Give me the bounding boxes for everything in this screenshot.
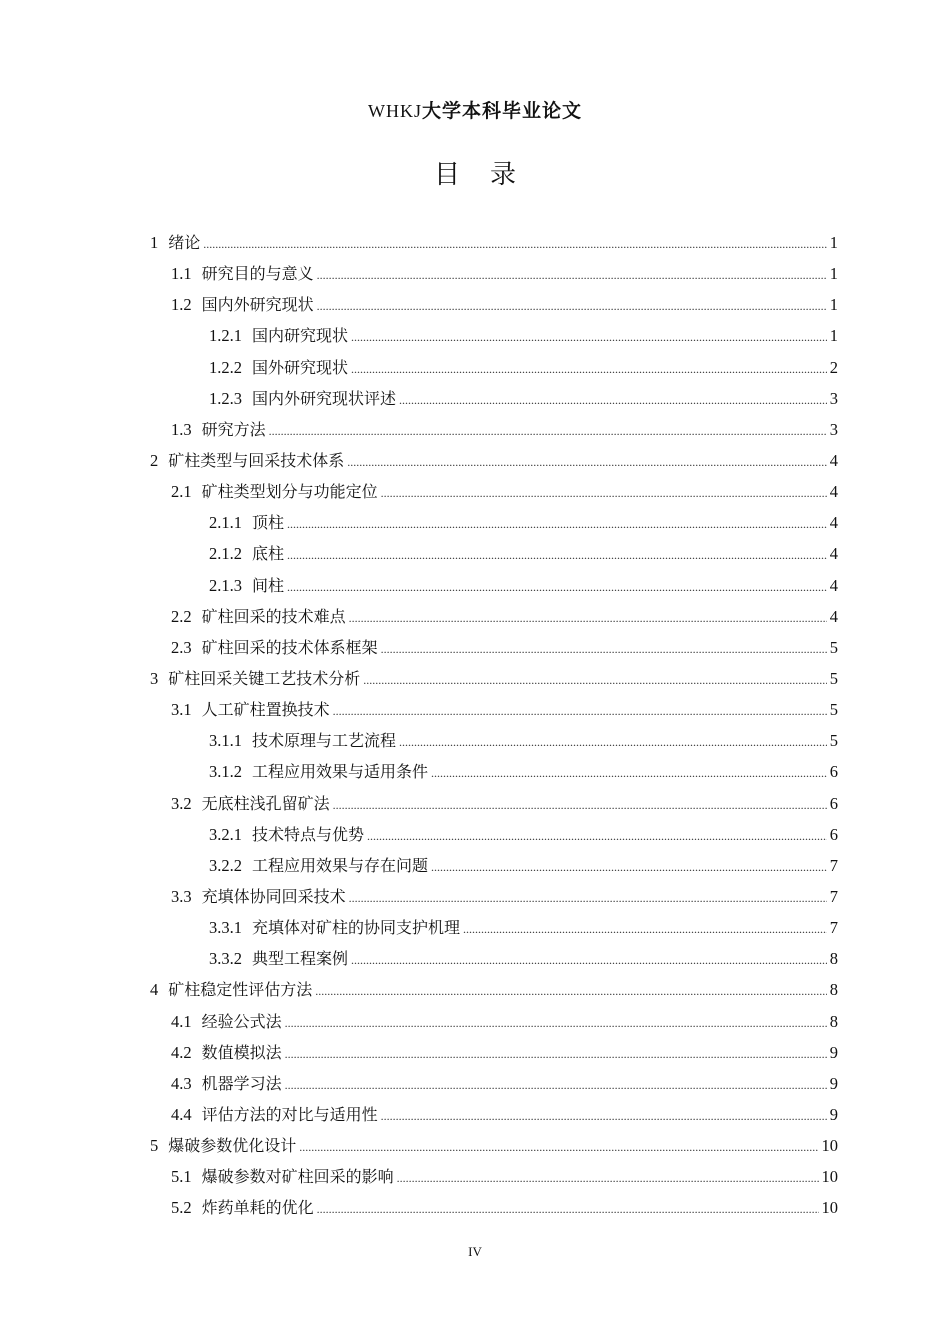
toc-entry[interactable]: [150, 663, 838, 694]
toc-entry-page: 7: [829, 886, 838, 906]
toc-entry-title: 间柱: [252, 575, 285, 595]
toc-entry-number: 3.3.2: [209, 949, 242, 969]
toc-entry-title: 研究方法: [201, 419, 266, 439]
toc-entry-title: 工程应用效果与存在问题: [252, 855, 429, 875]
toc-entry-page: 3: [829, 419, 838, 439]
toc-entry[interactable]: [150, 227, 838, 258]
toc-entry-number: 3.2.2: [209, 855, 242, 875]
toc-entry-page: 1: [829, 326, 838, 346]
toc-entry[interactable]: [150, 881, 838, 912]
toc-entry[interactable]: [150, 694, 838, 725]
toc-dot-leader: [315, 976, 826, 1007]
toc-dot-leader: [363, 665, 826, 696]
toc-entry-page: 8: [829, 980, 838, 1000]
toc-entry[interactable]: [150, 632, 838, 663]
header-latin: WHKJ: [367, 101, 422, 121]
toc-dot-leader: [399, 385, 827, 416]
toc-dot-leader: [287, 540, 827, 571]
toc-entry-page: 2: [829, 357, 838, 377]
toc-entry[interactable]: [150, 819, 838, 850]
toc-entry-page: 4: [829, 450, 838, 470]
toc-entry-number: 5.2: [171, 1198, 192, 1218]
toc-entry-title: 国内外研究现状: [201, 295, 314, 315]
toc-entry-title: 炸药单耗的优化: [201, 1198, 314, 1218]
toc-entry-title: 工程应用效果与适用条件: [252, 762, 429, 782]
toc-entry-page: 4: [829, 513, 838, 533]
toc-entry-page: 4: [829, 544, 838, 564]
toc-entry[interactable]: [150, 788, 838, 819]
toc-entry-page: 4: [829, 575, 838, 595]
toc-dot-leader: [317, 1194, 819, 1225]
toc-dot-leader: [431, 852, 827, 883]
toc-dot-leader: [351, 945, 827, 976]
toc-entry-page: 1: [829, 264, 838, 284]
toc-entry-page: 9: [829, 1104, 838, 1124]
toc-dot-leader: [463, 914, 827, 945]
toc-entry-number: 1: [150, 233, 159, 252]
toc-entry[interactable]: [150, 1099, 838, 1130]
toc-entry[interactable]: [150, 943, 838, 974]
toc-entry-title: 矿柱类型与回采技术体系: [168, 450, 345, 470]
toc-entry-page: 7: [829, 855, 838, 875]
toc-entry[interactable]: [150, 601, 838, 632]
toc-entry-page: 8: [829, 1011, 838, 1031]
toc-entry-title: 矿柱回采关键工艺技术分析: [168, 668, 361, 688]
toc-entry-title: 机器学习法: [201, 1073, 282, 1093]
page-number: IV: [468, 1244, 482, 1259]
toc-entry-title: 无底柱浅孔留矿法: [201, 793, 330, 813]
toc-dot-leader: [287, 572, 827, 603]
toc-entry-number: 5: [150, 1136, 159, 1156]
toc-entry-number: 1.2.1: [209, 326, 242, 346]
toc-entry-number: 1.2.2: [209, 357, 242, 377]
toc-dot-leader: [351, 322, 827, 353]
toc-dot-leader: [287, 509, 827, 540]
toc-entry-page: 9: [829, 1073, 838, 1093]
toc-entry[interactable]: [150, 320, 838, 351]
toc-entry[interactable]: [150, 1161, 838, 1192]
toc-entry-page: 5: [829, 731, 838, 751]
toc-entry[interactable]: [150, 538, 838, 569]
toc-dot-leader: [381, 634, 827, 665]
toc-entry-page: 9: [829, 1042, 838, 1062]
toc-entry-number: 2.1.1: [209, 513, 242, 533]
toc-entry-title: 国内外研究现状评述: [252, 388, 397, 408]
toc-entry-page: 4: [829, 482, 838, 502]
toc-entry-title: 矿柱回采的技术体系框架: [201, 637, 378, 657]
toc-entry-number: 1.1: [171, 264, 192, 284]
toc-entry-number: 2.1.2: [209, 544, 242, 564]
toc-entry-number: 4.3: [171, 1073, 192, 1093]
toc-entry-number: 4.2: [171, 1042, 192, 1062]
toc-entry[interactable]: [150, 570, 838, 601]
toc-entry-number: 2.1.3: [209, 575, 242, 595]
toc-entry-title: 矿柱类型划分与功能定位: [201, 482, 378, 502]
toc-entry-page: 10: [821, 1167, 838, 1187]
toc-dot-leader: [299, 1132, 818, 1163]
toc-entry-number: 2: [150, 450, 159, 470]
toc-dot-leader: [285, 1008, 827, 1039]
toc-dot-leader: [347, 447, 826, 478]
toc-entry[interactable]: [150, 1037, 838, 1068]
toc-entry-number: 3.2.1: [209, 824, 242, 844]
toc-entry-number: 5.1: [171, 1167, 192, 1187]
toc-dot-leader: [349, 883, 827, 914]
toc-entry-title: 矿柱稳定性评估方法: [168, 980, 313, 1000]
toc-entry-title: 爆破参数对矿柱回采的影响: [201, 1167, 394, 1187]
toc-entry-number: 3.1.1: [209, 731, 242, 751]
toc-dot-leader: [397, 1163, 819, 1194]
toc-entry[interactable]: [150, 850, 838, 881]
toc-entry-title: 国外研究现状: [252, 357, 349, 377]
toc-dot-leader: [333, 790, 827, 821]
toc-entry-number: 2.2: [171, 606, 192, 626]
toc-entry-title: 底柱: [252, 544, 285, 564]
toc-dot-leader: [317, 260, 827, 291]
toc-entry[interactable]: [150, 1130, 838, 1161]
toc-entry[interactable]: [150, 258, 838, 289]
toc-entry-title: 充填体对矿柱的协同支护机理: [252, 918, 461, 938]
toc-entry-number: 3.3: [171, 886, 192, 906]
toc-entry-number: 1.2.3: [209, 388, 242, 408]
toc-entry[interactable]: [150, 912, 838, 943]
toc-entry-number: 2.3: [171, 637, 192, 657]
toc-dot-leader: [431, 758, 827, 789]
toc-entry-number: 3.3.1: [209, 918, 242, 938]
toc-dot-leader: [333, 696, 827, 727]
toc-dot-leader: [399, 727, 827, 758]
toc-entry[interactable]: [150, 725, 838, 756]
toc-entry-title: 充填体协同回采技术: [201, 886, 346, 906]
header-cjk: 大学本科毕业论文: [421, 100, 582, 122]
toc-dot-leader: [269, 416, 827, 447]
toc-entry-page: 8: [829, 949, 838, 969]
toc-dot-leader: [285, 1039, 827, 1070]
page-title: 目录: [433, 160, 546, 190]
toc-entry-number: 2.1: [171, 482, 192, 502]
toc-entry-number: 3.1.2: [209, 762, 242, 782]
toc-entry-title: 典型工程案例: [252, 949, 349, 969]
toc-entry-number: 1.2: [171, 295, 192, 315]
toc-dot-leader: [203, 229, 826, 260]
toc-entry-title: 经验公式法: [201, 1011, 282, 1031]
toc-entry-page: 3: [829, 388, 838, 408]
toc-dot-leader: [285, 1070, 827, 1101]
toc-entry-page: 6: [829, 762, 838, 782]
toc-entry-number: 3: [150, 668, 159, 688]
toc-entry[interactable]: [150, 383, 838, 414]
toc-entry-title: 矿柱回采的技术难点: [201, 606, 346, 626]
toc-entry[interactable]: [150, 1192, 838, 1223]
toc-entry[interactable]: [150, 1006, 838, 1037]
toc-entry-page: 6: [829, 824, 838, 844]
table-of-contents: [150, 227, 838, 1224]
toc-entry-title: 绪论: [168, 233, 201, 252]
toc-dot-leader: [351, 354, 827, 385]
toc-dot-leader: [317, 291, 827, 322]
toc-entry-title: 人工矿柱置换技术: [201, 700, 330, 720]
toc-entry[interactable]: [150, 476, 838, 507]
toc-entry-title: 研究目的与意义: [201, 264, 314, 284]
toc-entry[interactable]: [150, 445, 838, 476]
toc-dot-leader: [367, 821, 827, 852]
toc-entry[interactable]: [150, 974, 838, 1005]
toc-entry[interactable]: [150, 507, 838, 538]
toc-entry-page: 7: [829, 918, 838, 938]
toc-entry-title: 技术原理与工艺流程: [252, 731, 397, 751]
toc-entry-page: 5: [829, 700, 838, 720]
toc-entry-number: 3.1: [171, 700, 192, 720]
toc-entry-page: 5: [829, 637, 838, 657]
toc-dot-leader: [381, 478, 827, 509]
toc-dot-leader: [349, 603, 827, 634]
toc-entry-number: 4.1: [171, 1011, 192, 1031]
toc-dot-leader: [381, 1101, 827, 1132]
toc-entry-page: 5: [829, 668, 838, 688]
toc-entry-page: 6: [829, 793, 838, 813]
toc-entry-page: 1: [829, 233, 838, 252]
toc-entry-number: 1.3: [171, 419, 192, 439]
toc-entry[interactable]: [150, 289, 838, 320]
toc-entry[interactable]: [150, 1068, 838, 1099]
toc-entry-page: 10: [821, 1198, 838, 1218]
toc-entry[interactable]: [150, 414, 838, 445]
toc-entry-number: 4: [150, 980, 159, 1000]
toc-entry-title: 技术特点与优势: [252, 824, 365, 844]
toc-entry-page: 10: [821, 1136, 838, 1156]
toc-entry-number: 3.2: [171, 793, 192, 813]
toc-entry-number: 4.4: [171, 1104, 192, 1124]
toc-entry-title: 数值模拟法: [201, 1042, 282, 1062]
toc-entry-title: 评估方法的对比与适用性: [201, 1104, 378, 1124]
toc-entry-title: 国内研究现状: [252, 326, 349, 346]
toc-entry-title: 爆破参数优化设计: [168, 1136, 297, 1156]
toc-entry[interactable]: [150, 756, 838, 787]
toc-entry-page: 1: [829, 295, 838, 315]
toc-entry-page: 4: [829, 606, 838, 626]
running-header: [0, 96, 950, 123]
toc-entry[interactable]: [150, 352, 838, 383]
toc-entry-title: 顶柱: [252, 513, 285, 533]
